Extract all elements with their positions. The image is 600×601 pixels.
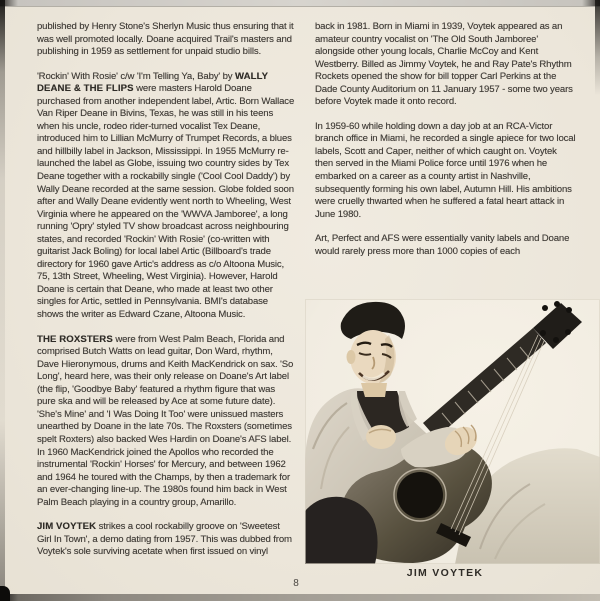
jim-voytek-photo-art (305, 299, 600, 564)
body-text: back in 1981. Born in Miami in 1939, Voytek appeared as an amateur country vocalist on 'The Old South Jamboree' alongside other young locals, Charlie McCoy and Kent Westberry. Billed as Jimmy Voytek, he and Ray Pate's Rhythm Rockets opened the show for bill topper Carl Perkins at the Dade County Auditorium on 11 January 1957 - some two years before Voytek made it onto record. (315, 21, 573, 108)
scan-edge-top (0, 0, 600, 7)
paragraph (37, 334, 295, 510)
paragraph (37, 21, 295, 59)
left-hand (366, 425, 396, 449)
body-text: published by Henry Stone's Sherlyn Music thus ensuring that it was well promoted locally. Doane acquired Trail's masters and publishing in 1959 as settlement for unpaid studio bills. (37, 21, 294, 58)
artist-name: WALLY DEANE & THE FLIPS (37, 70, 268, 95)
scan-corner-blob (0, 586, 10, 601)
scan-edge-bottom (0, 594, 600, 601)
sound-hole (397, 472, 443, 518)
neck (361, 383, 387, 397)
photo-caption: JIM VOYTEK (406, 567, 484, 579)
body-text: strikes a cool rockabilly groove on 'Sweetest Girl In Town', a demo dating from 1957. This was dubbed from Voytek's sole surviving acetate when first issued on vinyl (37, 521, 292, 558)
page-number: 8 (293, 578, 299, 589)
body-text: Art, Perfect and AFS were essentially vanity labels and Doane would rarely press more than 1000 copies of each (315, 233, 570, 257)
body-text: were from West Palm Beach, Florida and comprised Butch Watts on lead guitar, Don Ward, rhythm, Dave Hieronymous, drums and Keith MacKendrick on sax. 'So Long', heard here, was their only release on Doane's Art label (the flip, 'Goodbye Baby' featured a rhythm figure that was pure ska and will be released by Ace at some future date). 'She's Mine' and 'I Was Doing It Too' were unissued masters unearthed by Doane in the late 70s. The Roxsters (sometimes spelt Roxters) also backed Wes Hardin on Doane's AFS label. In 1960 MacKendrick joined the Apollos who recorded the instrumental 'Rockin' Horses' for Mercury, and between 1962 and 1964 he toured with the Champs, by then a trademark for an ever-changing line-up. The 1980s found him back in West Palm Beach playing in a country group, Amarillo. (37, 333, 294, 508)
scan-edge-right (595, 0, 600, 95)
body-text: were masters Harold Doane purchased from another independent label, Artic. Born Wallace Van Riper Deane in Bivins, Texas, he was still in his teens when his uncle, rodeo rider-turned vocalist Tex Deane, introduced him to Lillian McMurry of Trumpet Records, a blues and hillbilly label in Jackson, Mississippi. In 1955 McMurry re-launched the label as Globe, issuing two country sides by Tex Deane together with a rockabilly single ('Cool Cool Daddy') by Wally Deane recorded at the same session. Globe folded soon after and Wally Deane evidently went north to Wheeling, West Virginia where he appeared on the 'WWVA Jamboree', a long running 'Opry' styled TV show broadcast across neighbouring states, and recorded 'Rockin' With Rosie' (co-written with guitarist Jack Boling) for local label Artic (Billboard's trade directory for 1960 gave Artic's address as c/o Altoona Music, 75, 13th Street, Wheeling, West Virginia). However, Harold Doane is certain that Deane, who made at least two other singles for Artic, settled in Pennsylvania. BMI's database shows the writer as Edward Czane, Altoona Music. (37, 83, 295, 321)
right-column (315, 21, 577, 258)
left-column (37, 21, 295, 559)
scan-edge-left (0, 0, 5, 601)
paragraph (37, 71, 295, 322)
body-text: 'Rockin' With Rosie' c/w 'I'm Telling Ya, Baby' by (37, 70, 235, 82)
artist-name: THE ROXSTERS (37, 333, 113, 345)
paragraph (315, 121, 577, 221)
paragraph (315, 21, 577, 109)
paragraph (37, 521, 295, 559)
body-text: In 1959-60 while holding down a day job at an RCA-Victor branch office in Miami, he recorded a single apiece for two local labels, Scott and Caper, neither of which caught on. Voytek then served in the Miami Police force until 1976 when he embarked on a career as a county artist in Nashville, subsequently forming his own label, Autumn Hill. His ambitions were cruelly thwarted when he suffered a fatal heart attack in June 1980. (315, 120, 576, 220)
artist-name: JIM VOYTEK (37, 521, 97, 533)
paragraph (315, 233, 577, 258)
jim-voytek-photo (305, 299, 600, 564)
